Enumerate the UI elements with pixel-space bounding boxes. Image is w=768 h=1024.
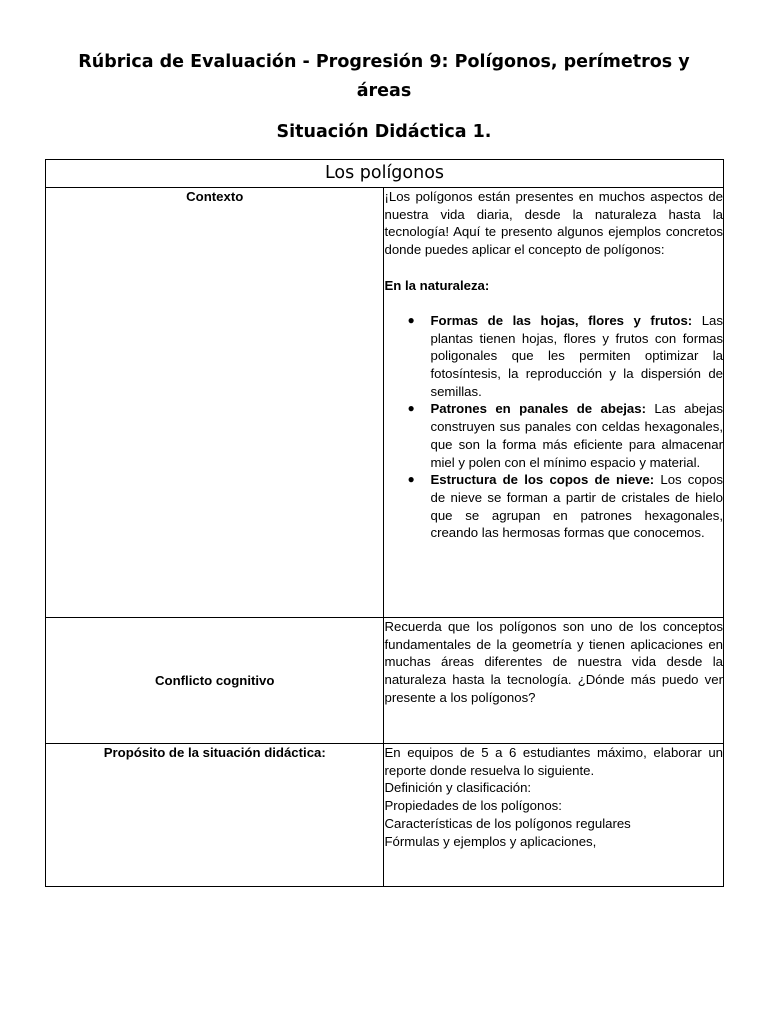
document-subtitle: Situación Didáctica 1. <box>276 122 492 142</box>
contexto-row <box>46 188 724 618</box>
list-item-bold: Formas de las hojas, flores y frutos: <box>430 312 693 328</box>
contexto-intro: ¡Los polígonos están presentes en muchos aspectos de nuestra vida diaria, desde la naturaleza hasta la tecnología! Aquí te presento algunos ejemplos concretos donde puedes aplicar el concepto de polígonos: <box>384 189 723 258</box>
proposito-label: Propósito de la situación didáctica: <box>46 744 384 887</box>
conflicto-row <box>46 618 724 744</box>
proposito-line: Características de los polígonos regulares <box>384 815 631 831</box>
bullet-icon: ● <box>407 472 415 487</box>
list-item-text: Las abejas construyen sus panales con celdas hexagonales, que son la forma más eficiente para almacenar miel y polen con el mínimo espacio y material. <box>430 401 723 470</box>
list-item <box>407 312 723 401</box>
bullet-icon: ● <box>407 401 415 416</box>
table-heading: Los polígonos <box>46 160 724 188</box>
table-header-row <box>46 160 724 188</box>
proposito-line: Propiedades de los polígonos: <box>384 798 562 814</box>
conflicto-content: Recuerda que los polígonos son uno de los conceptos fundamentales de la geometría y tienen aplicaciones en muchas áreas diferentes de nuestra vida desde la naturaleza hasta la tecnología. ¿Dónde más puedo ver presente a los polígonos? <box>384 618 724 744</box>
naturaleza-heading: En la naturaleza: <box>384 277 490 293</box>
proposito-content <box>384 744 724 887</box>
list-item <box>407 471 724 542</box>
contexto-label: Contexto <box>46 188 384 618</box>
list-item <box>407 400 723 471</box>
naturaleza-list <box>384 312 723 542</box>
document-title: Rúbrica de Evaluación - Progresión 9: Polígonos, perímetros y áreas <box>78 52 690 101</box>
list-item-text: Los copos de nieve se forman a partir de cristales de hielo que se agrupan en patrones hexagonales, creando las hermosas formas que conocemos. <box>430 472 724 541</box>
proposito-row <box>46 744 724 887</box>
proposito-intro: En equipos de 5 a 6 estudiantes máximo, elaborar un reporte donde resuelva lo siguiente. <box>384 745 723 778</box>
proposito-line: Fórmulas y ejemplos y aplicaciones, <box>384 833 597 849</box>
conflicto-label: Conflicto cognitivo <box>46 618 384 744</box>
list-item-text: Las plantas tienen hojas, flores y frutos con formas poligonales que les permiten optimizar la fotosíntesis, la reproducción y la dispersión de semillas. <box>430 312 723 399</box>
proposito-line: Definición y clasificación: <box>384 780 532 796</box>
list-item-bold: Estructura de los copos de nieve: <box>430 472 655 488</box>
bullet-icon: ● <box>407 312 415 327</box>
rubric-table <box>45 159 724 887</box>
contexto-content <box>384 188 724 618</box>
list-item-bold: Patrones en panales de abejas: <box>430 401 646 417</box>
